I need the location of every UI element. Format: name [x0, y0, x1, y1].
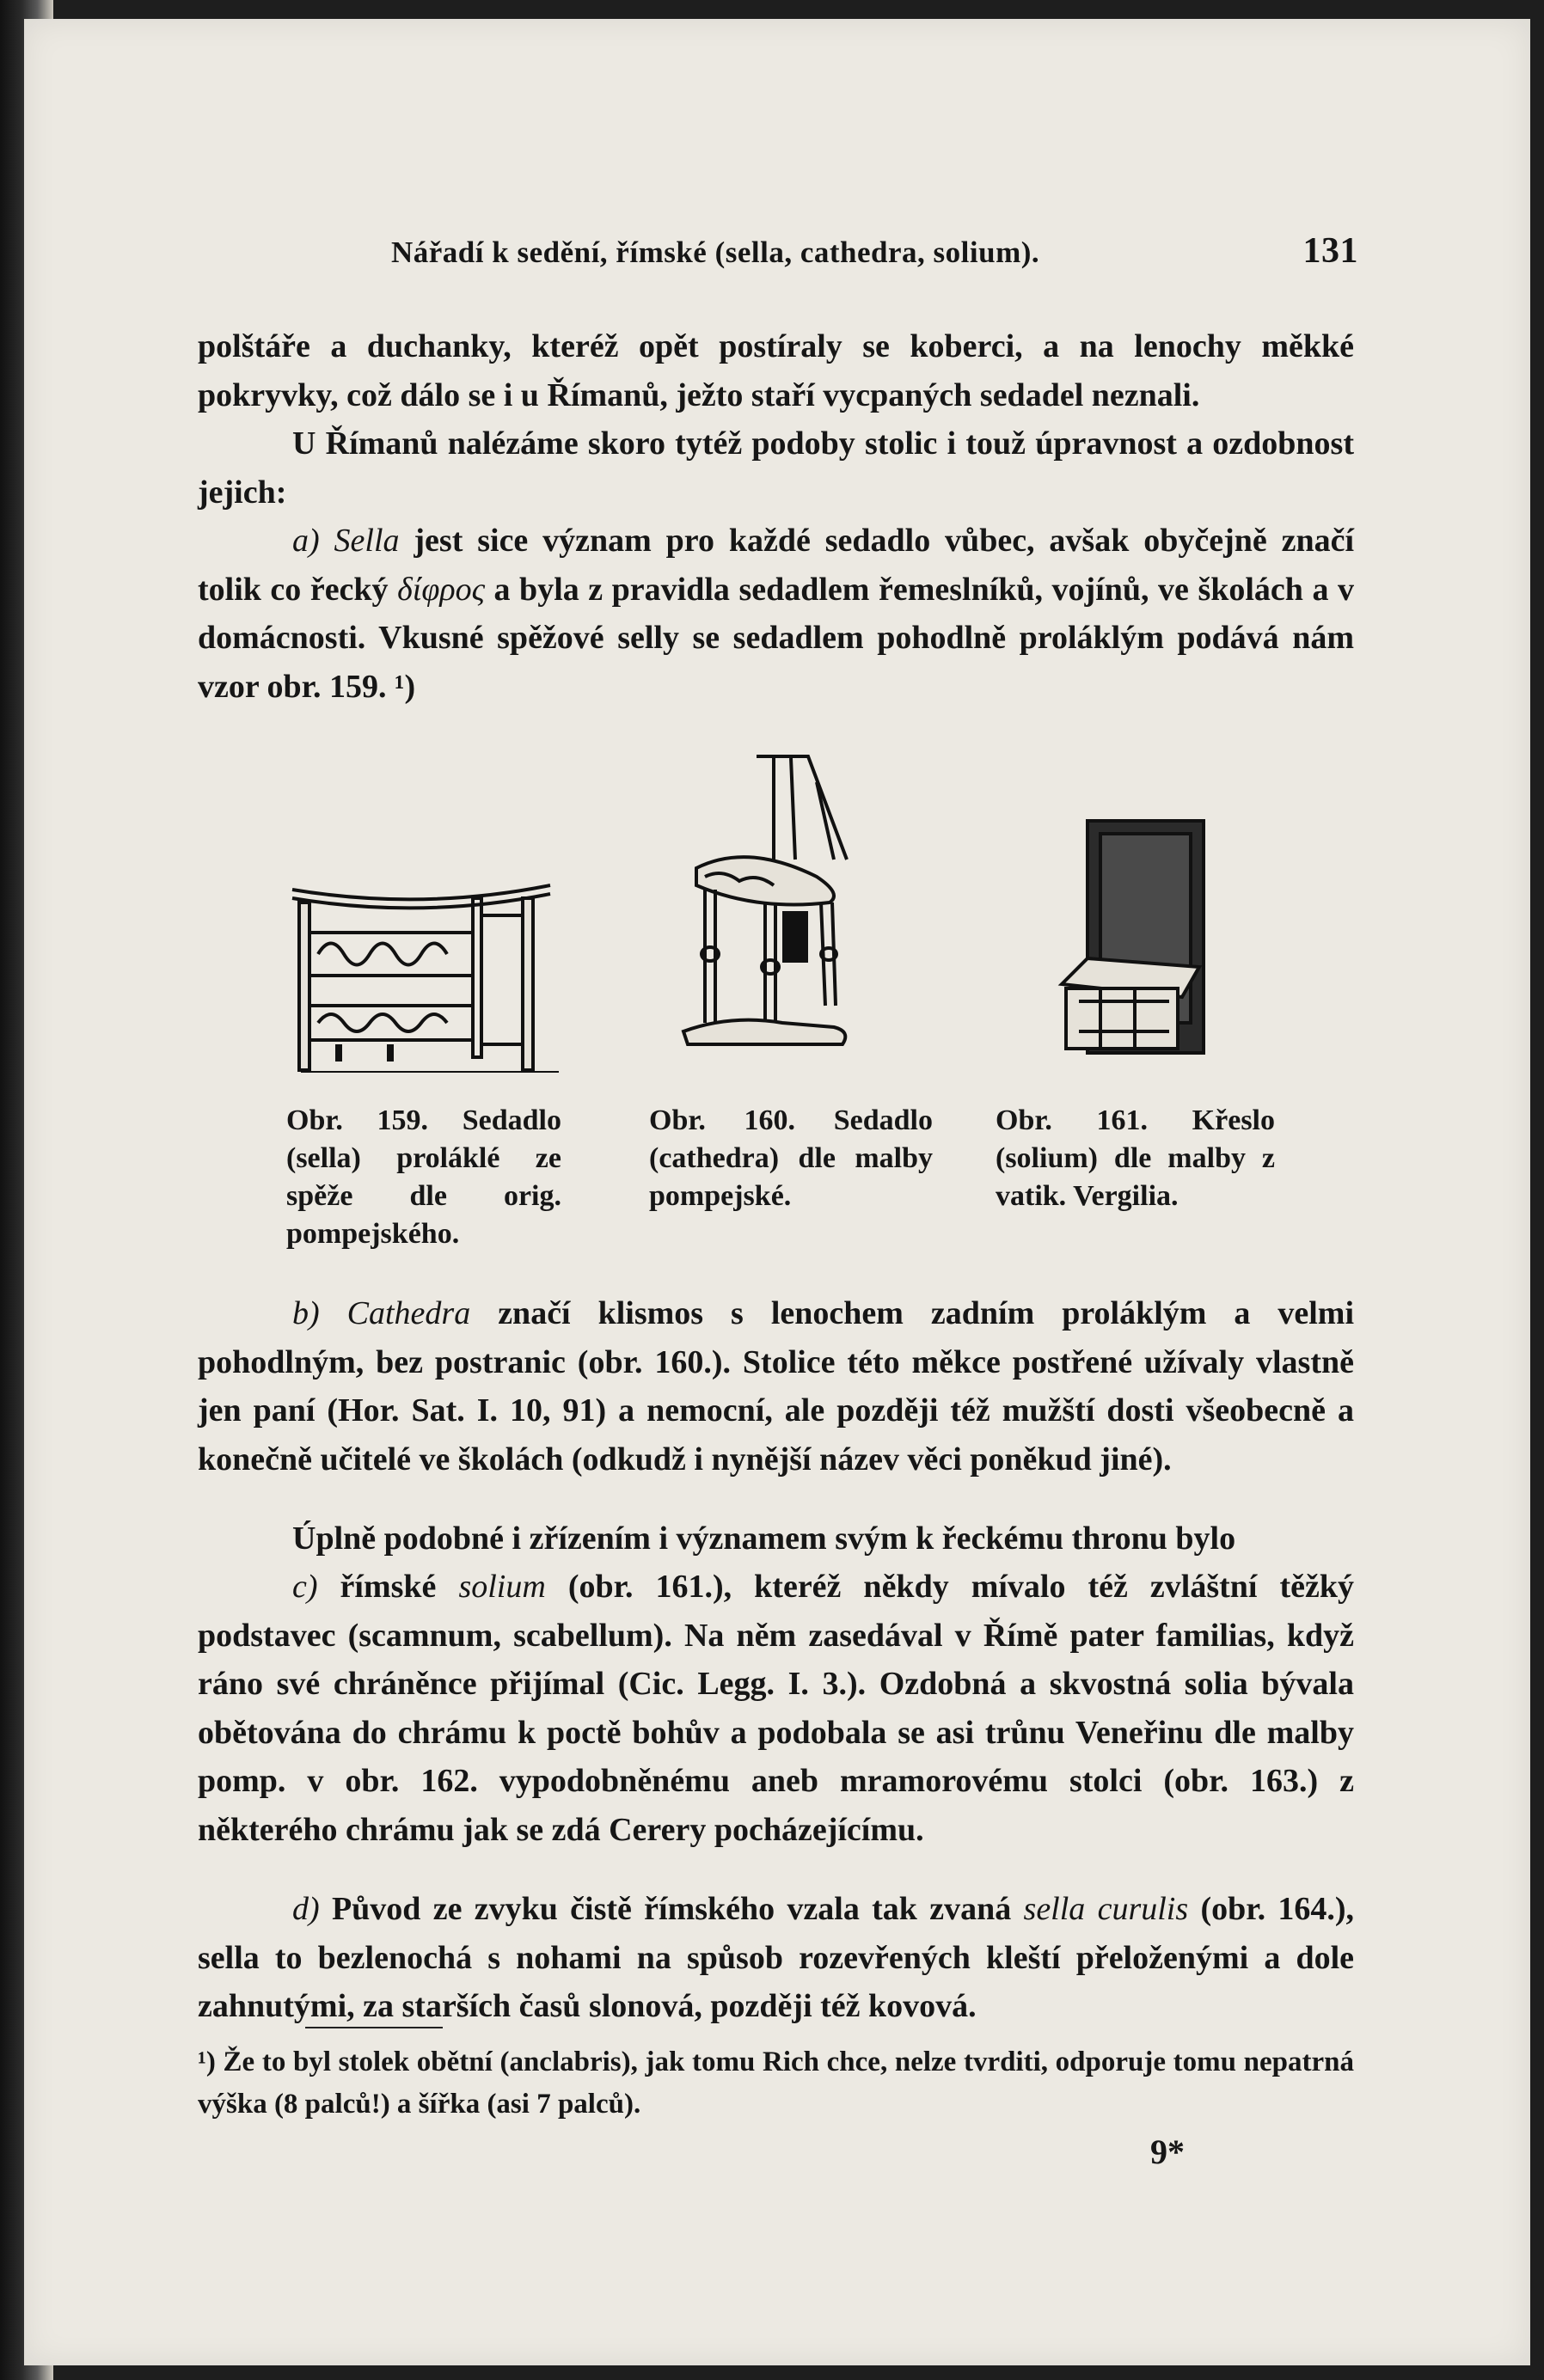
footnote-rule: [305, 2027, 443, 2028]
figure-caption-159: Obr. 159. Sedadlo (sella) proláklé ze spěže dle orig. pompejského.: [286, 1104, 561, 1250]
paragraph-cathedra: b) Cathedra značí klismos s lenochem zadním proláklým a velmi pohodlným, bez postranic (obr. 160.). Stolice této měkce postřené užívaly vlastně jen paní (Hor. Sat. I. 10, 91) a nemocní, ale později též mužští dosti všeobecně a konečně učitelé ve školách (odkudž i nynější název věci poněkud jiné).: [198, 1295, 1355, 1478]
cathedra-chair-illustration: [679, 748, 894, 1074]
greek-word: δίφρος: [397, 571, 485, 608]
term-sella-curulis: sella curulis: [1023, 1891, 1189, 1927]
term-sella: Sella: [334, 523, 400, 559]
paragraph-1: polštáře a duchanky, kteréž opět postíraly se koberci, a na lenochy měkké pokryvky, což dálo se i u Římanů, ježto staří vycpaných sedadel neznali.: [198, 328, 1354, 413]
item-label-b: b): [292, 1295, 320, 1331]
figure-caption-160: Obr. 160. Sedadlo (cathedra) dle malby pompejské.: [649, 1104, 933, 1212]
item-label-d: d): [292, 1891, 320, 1927]
paragraph-2: U Římanů nalézáme skoro tytéž podoby stolic i touž úpravnost a ozdobnost jejich:: [198, 425, 1354, 511]
paragraph-thronos: Úplně podobné i zřízením i významem svým k řeckému thronu bylo: [292, 1520, 1236, 1557]
sella-stool-illustration: [284, 872, 559, 1087]
item-label-a: a): [292, 523, 320, 559]
solium-throne-illustration: [1053, 812, 1225, 1070]
page-number: 131: [1302, 231, 1358, 271]
running-title: Nářadí k sedění, římské (sella, cathedra, solium).: [391, 236, 1040, 269]
term-cathedra: Cathedra: [346, 1295, 471, 1331]
page-header: [198, 230, 1358, 272]
item-label-c: c): [292, 1569, 318, 1605]
paragraph-solium: c) římské solium (obr. 161.), kteréž někdy mívalo též zvláštní těžký podstavec (scamnum, scabellum). Na něm zasedával v Římě pater familias, když ráno své chráněnce přijímal (Cic. Legg. I. 3.). Ozdobná a skvostná solia bývala obětována do chrámu k poctě bohův a podobala se asi trůnu Veneřinu dle malby pomp. v obr. 162. vypodobněnému aneb mramorovému stolci (obr. 163.) z některého chrámu jak se zdá Cerery pocházejícímu.: [198, 1569, 1354, 1848]
figure-caption-161: Obr. 161. Křeslo (solium) dle malby z vatik. Vergilia.: [996, 1104, 1275, 1212]
paragraph-sella-curulis: d) Původ ze zvyku čistě římského vzala tak zvaná sella curulis (obr. 164.), sella to bezlenochá s nohami na spůsob rozevřených kleští přeloženými a dole zahnutými, za starších časů slonová, později též kovová.: [198, 1891, 1355, 2024]
paragraph-sella: a) Sella jest sice význam pro každé sedadlo vůbec, avšak obyčejně značí tolik co řecký δίφρος a byla z pravidla sedadlem řemeslníků, vojínů, ve školách a v domácnosti. Vkusné spěžové selly se sedadlem pohodlně proláklým podává nám vzor obr. 159. ¹): [198, 523, 1355, 705]
signature-mark: 9*: [1150, 2132, 1185, 2171]
footnote: ¹) Že to byl stolek obětní (anclabris), jak tomu Rich chce, nelze tvrditi, odporuje tomu nepatrná výška (8 palců!) a šířka (asi 7 palců).: [198, 2047, 1354, 2120]
term-solium: solium: [458, 1569, 546, 1605]
